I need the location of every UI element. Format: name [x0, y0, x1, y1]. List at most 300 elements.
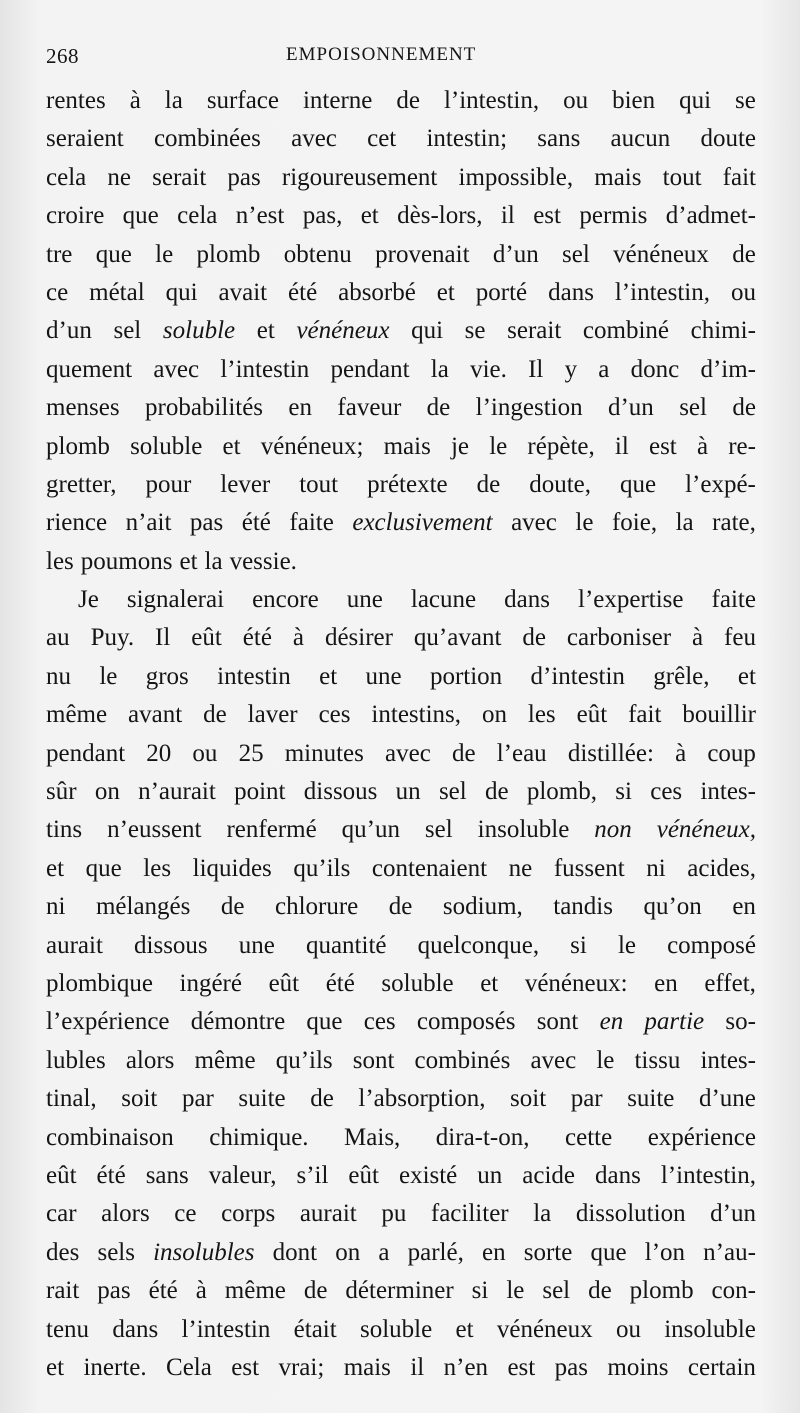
word: et — [480, 969, 499, 997]
word: eût — [348, 1161, 379, 1189]
word: d’un — [46, 317, 92, 345]
word: faveur — [337, 394, 402, 422]
page-header — [46, 42, 756, 74]
word: bien — [612, 87, 656, 114]
word: soluble — [130, 432, 203, 460]
word: et — [46, 1353, 65, 1381]
word: sel — [113, 317, 142, 345]
word: je — [450, 432, 470, 460]
word: de — [476, 470, 501, 498]
word: obtenu — [283, 240, 352, 268]
word: démontre — [190, 1008, 286, 1036]
word: eût — [191, 624, 222, 652]
word: sels — [97, 1238, 135, 1266]
word: l’intestin, — [443, 87, 540, 114]
word: tandis — [553, 893, 613, 921]
word: sel — [542, 1277, 571, 1305]
word: signalerai — [126, 586, 225, 614]
word: fussent — [553, 854, 625, 882]
word: et — [222, 432, 241, 460]
word: mais — [343, 1353, 391, 1381]
word: pas — [97, 1277, 131, 1305]
word: coup — [707, 739, 756, 767]
word: plomb — [629, 1277, 694, 1305]
word: porté — [475, 278, 528, 306]
word: pour — [145, 470, 192, 498]
word: l’intestin — [220, 355, 310, 383]
word: que — [306, 1008, 343, 1036]
word: que — [95, 240, 132, 268]
word: renfermé — [226, 816, 317, 844]
word: et — [46, 854, 65, 882]
word: et — [737, 662, 756, 690]
word: rience — [46, 509, 108, 537]
word: chimi- — [690, 317, 756, 345]
text-line — [46, 1003, 756, 1041]
word: parlé, — [407, 1238, 464, 1266]
word: si — [471, 1277, 489, 1305]
word: de — [732, 394, 756, 422]
text-line — [46, 82, 756, 120]
word: de — [426, 394, 451, 422]
word: vénéneux — [613, 240, 709, 268]
word: à — [195, 1277, 207, 1305]
word: en — [732, 893, 756, 921]
word: dans — [548, 278, 594, 306]
text-line — [46, 1042, 756, 1080]
word: été — [241, 509, 271, 537]
word: l’expé- — [685, 470, 756, 498]
word: mais — [383, 432, 431, 460]
word: qui — [679, 87, 712, 114]
word: même — [46, 701, 108, 729]
word: et — [436, 278, 455, 306]
word: intes- — [700, 1046, 756, 1074]
word: qui — [411, 317, 444, 345]
word: si — [570, 931, 587, 959]
word: ne — [508, 854, 533, 882]
word: sans — [145, 1161, 189, 1189]
word: la — [164, 87, 183, 114]
word: exclusivement — [352, 509, 493, 537]
word: faciliter — [430, 1200, 509, 1228]
word: dans — [595, 1161, 641, 1189]
word: aucun — [610, 125, 671, 153]
word: foie, — [611, 509, 658, 537]
word: n’est — [235, 202, 285, 230]
word: sel — [562, 240, 590, 268]
word: a — [598, 355, 610, 383]
word: d’un — [710, 1200, 756, 1228]
word: acide — [522, 1161, 576, 1189]
word: dont — [272, 1238, 318, 1266]
text-line — [46, 1349, 756, 1387]
word: le — [489, 432, 508, 460]
word: acides, — [687, 854, 756, 882]
word: non — [594, 816, 632, 844]
word: eût — [268, 969, 300, 997]
word: encore — [252, 586, 319, 614]
word: point — [234, 778, 286, 806]
word: d’im- — [700, 355, 756, 383]
text-line — [46, 1272, 756, 1310]
word: n’ait — [125, 509, 172, 537]
text-line — [46, 773, 756, 811]
text-line — [46, 1080, 756, 1118]
word: à — [691, 624, 704, 652]
word: cela — [46, 163, 87, 191]
word: vénéneux: — [524, 969, 628, 997]
word: de — [522, 624, 546, 652]
word: cette — [565, 1123, 613, 1151]
word: qui — [165, 278, 198, 306]
word: à — [129, 87, 141, 114]
word: de — [388, 893, 413, 921]
word: tre — [46, 240, 73, 268]
word: tout — [299, 470, 339, 498]
word: même — [224, 1277, 286, 1305]
word: faite — [711, 586, 756, 614]
word: était — [293, 1315, 337, 1343]
word: feu — [724, 624, 756, 652]
word: en — [599, 1008, 624, 1036]
word: d’un — [492, 240, 539, 268]
word: lever — [220, 470, 271, 498]
body-text — [46, 82, 756, 1387]
word: Il — [528, 355, 544, 383]
word: con- — [711, 1277, 756, 1305]
word: d’un — [607, 394, 654, 422]
word: ce — [174, 1200, 197, 1228]
word: l’on — [644, 1238, 686, 1266]
word: soluble — [359, 1315, 433, 1343]
word: plomb, — [526, 778, 598, 806]
word: prétexte — [367, 470, 448, 498]
word: sodium, — [442, 893, 523, 921]
word: la — [533, 1200, 552, 1228]
word: il — [614, 432, 629, 460]
word: dissous — [134, 931, 208, 959]
word: le — [596, 1046, 615, 1074]
word: existé — [398, 1161, 458, 1189]
word: rait — [46, 1277, 80, 1305]
word: surface — [206, 87, 279, 114]
word: gretter, — [46, 470, 117, 498]
word: partie — [644, 1008, 705, 1036]
word: l’intestin, — [660, 1161, 756, 1189]
word: pu — [381, 1200, 407, 1228]
word: un — [477, 1161, 503, 1189]
word: un — [395, 778, 421, 806]
word: en — [288, 394, 313, 422]
word: d’intestin — [530, 662, 625, 690]
word: liquides — [192, 854, 272, 882]
word: sel — [424, 816, 453, 844]
text-line — [46, 581, 756, 619]
word: de — [310, 1085, 334, 1113]
word: vie. — [470, 355, 507, 383]
word: combinées — [153, 125, 261, 153]
word: été — [96, 1161, 126, 1189]
word: le — [506, 1277, 525, 1305]
word: Il — [155, 624, 171, 652]
word: il — [500, 202, 515, 230]
text-line — [46, 1195, 756, 1233]
text-line — [46, 312, 756, 350]
word: été — [148, 1277, 178, 1305]
word: ou — [730, 278, 756, 306]
word: et — [360, 202, 379, 230]
word: n’au- — [703, 1238, 756, 1266]
word: quement — [46, 355, 133, 383]
word: déterminer — [345, 1277, 454, 1305]
word: vénéneux — [296, 317, 390, 345]
word: de — [484, 778, 509, 806]
word: sorte — [523, 1238, 573, 1266]
word: expérience — [647, 1123, 756, 1151]
word: mélangés — [95, 893, 191, 921]
word: eût — [46, 1161, 77, 1189]
word: insoluble — [664, 1315, 756, 1343]
word: l’intestin, — [614, 278, 710, 306]
word: est — [648, 432, 677, 460]
word: avec — [530, 1046, 577, 1074]
word: l’expertise — [578, 586, 684, 614]
word: n’eussent — [107, 816, 202, 844]
word: s’il — [296, 1161, 329, 1189]
word: et — [256, 317, 275, 345]
word: avait — [218, 278, 268, 306]
word: vénéneux — [496, 1315, 593, 1343]
word: désirer — [324, 624, 393, 652]
word: effet, — [704, 969, 756, 997]
word: minutes — [284, 739, 364, 767]
word: si — [615, 778, 632, 806]
word: on — [94, 778, 120, 806]
word: il — [410, 1353, 425, 1381]
word: pas — [554, 1353, 588, 1381]
word: plomb — [46, 432, 110, 460]
word: dès-lors, — [397, 202, 483, 230]
word: une — [346, 586, 383, 614]
word: faite — [289, 509, 334, 537]
word: de — [220, 893, 245, 921]
word: les — [143, 854, 172, 882]
running-head: EMPOISONNEMENT — [286, 44, 477, 65]
word: combinaison — [46, 1123, 174, 1151]
word: doute, — [529, 470, 592, 498]
text-line — [46, 351, 756, 389]
word: quelconque, — [417, 931, 540, 959]
word: pas — [189, 509, 224, 537]
word: sel — [438, 778, 467, 806]
word: distillée: — [567, 739, 654, 767]
word: des — [46, 1238, 80, 1266]
word: fait — [722, 163, 756, 191]
word: la — [204, 547, 223, 575]
word: 25 — [238, 739, 264, 767]
word: alors — [125, 1046, 175, 1074]
text-line — [46, 504, 756, 542]
word: soluble — [162, 317, 236, 345]
word: tinal, — [46, 1085, 97, 1113]
text-line — [46, 811, 756, 849]
word: serait — [152, 163, 207, 191]
text-line — [46, 927, 756, 965]
word: on — [481, 701, 507, 729]
word: sûr — [46, 778, 77, 806]
text-line — [46, 658, 756, 696]
word: d’admet- — [665, 202, 756, 230]
word: tins — [46, 816, 83, 844]
word: les — [527, 701, 556, 729]
word: soit — [121, 1085, 158, 1113]
word: plombique — [46, 969, 153, 997]
text-line — [46, 888, 756, 926]
word: de — [396, 87, 420, 114]
word: ne — [107, 163, 131, 191]
word: a — [378, 1238, 390, 1266]
word: par — [570, 1085, 603, 1113]
word: pendant — [46, 739, 126, 767]
word: le — [155, 240, 174, 268]
word: ces — [650, 778, 683, 806]
word: composé — [667, 931, 756, 959]
word: ces — [318, 701, 351, 729]
word: gros — [145, 662, 189, 690]
word: portion — [429, 662, 503, 690]
word: avant — [128, 701, 183, 729]
word: à — [696, 432, 709, 460]
word: insoluble — [477, 816, 570, 844]
word: l’intestin — [181, 1315, 271, 1343]
word: une — [365, 662, 402, 690]
word: de — [451, 739, 476, 767]
text-line — [46, 735, 756, 773]
text-line — [46, 159, 756, 197]
word: été — [325, 969, 355, 997]
text-line — [46, 120, 756, 158]
word: qu’ils — [293, 854, 351, 882]
word: Je — [78, 586, 99, 614]
word: laver — [247, 701, 298, 729]
word: inerte. — [83, 1353, 147, 1381]
word: avec — [291, 125, 337, 153]
word: que — [590, 1238, 627, 1266]
word: sel — [679, 394, 707, 422]
word: qu’un — [341, 816, 400, 844]
word: suite — [238, 1085, 286, 1113]
word: certain — [687, 1353, 756, 1381]
word: par — [181, 1085, 214, 1113]
word: chlorure — [274, 893, 359, 921]
word: quantité — [305, 931, 387, 959]
text-line — [46, 1311, 756, 1349]
word: mais — [594, 163, 642, 191]
word: sans — [537, 125, 581, 153]
word: que — [620, 470, 657, 498]
word: l’eau — [496, 739, 547, 767]
word: qu’avant — [413, 624, 502, 652]
word: sont — [352, 1046, 395, 1074]
word: au — [46, 624, 70, 652]
word: ou — [615, 1315, 641, 1343]
word: serait — [507, 317, 562, 345]
word: été — [288, 278, 318, 306]
word: so- — [725, 1008, 756, 1036]
word: eût — [576, 701, 608, 729]
word: été — [242, 624, 272, 652]
word: et — [455, 1315, 474, 1343]
word: vénéneux; — [260, 432, 364, 460]
text-line — [46, 1157, 756, 1195]
word: qu’ils — [275, 1046, 333, 1074]
word: une — [238, 931, 275, 959]
text-line — [46, 1119, 756, 1157]
word: lubles — [46, 1046, 106, 1074]
word: soit — [510, 1085, 547, 1113]
word: seraient — [46, 125, 124, 153]
word: l’ingestion — [475, 394, 583, 422]
word: que — [85, 854, 122, 882]
word: re- — [728, 432, 756, 460]
word: impossible, — [458, 163, 574, 191]
word: vessie. — [229, 547, 297, 575]
word: ou — [192, 739, 218, 767]
word: ni — [646, 854, 666, 882]
word: rigoureusement — [281, 163, 438, 191]
text-line — [46, 466, 756, 504]
word: le — [617, 931, 636, 959]
word: métal — [89, 278, 145, 306]
word: contenaient — [371, 854, 488, 882]
word: ce — [46, 278, 69, 306]
word: est — [533, 202, 561, 230]
word: moins — [607, 1353, 669, 1381]
word: dans — [112, 1315, 159, 1343]
word: combiné — [582, 317, 669, 345]
word: menses — [46, 394, 120, 422]
word: alors — [101, 1200, 150, 1228]
word: pas, — [302, 202, 343, 230]
text-line — [46, 619, 756, 657]
text-line — [46, 543, 756, 581]
page-number: 268 — [46, 44, 79, 68]
text-line — [46, 197, 756, 235]
word: dissous — [303, 778, 378, 806]
word: pas — [227, 163, 261, 191]
word: l’absorption, — [358, 1085, 486, 1113]
word: aurait — [46, 931, 103, 959]
word: et — [179, 547, 198, 575]
word: doute — [700, 125, 756, 153]
word: car — [46, 1200, 77, 1228]
word: avec — [153, 355, 200, 383]
word: croire — [46, 202, 105, 230]
word: chimique. — [209, 1123, 309, 1151]
word: nu — [46, 662, 71, 690]
word: tout — [662, 163, 702, 191]
word: de — [303, 1277, 328, 1305]
word: vénéneux, — [656, 816, 756, 844]
word: de — [732, 240, 756, 268]
word: dissolution — [575, 1200, 686, 1228]
word: ingéré — [179, 969, 242, 997]
text-line — [46, 696, 756, 734]
word: le — [575, 509, 594, 537]
word: la — [675, 509, 694, 537]
word: suite — [627, 1085, 675, 1113]
